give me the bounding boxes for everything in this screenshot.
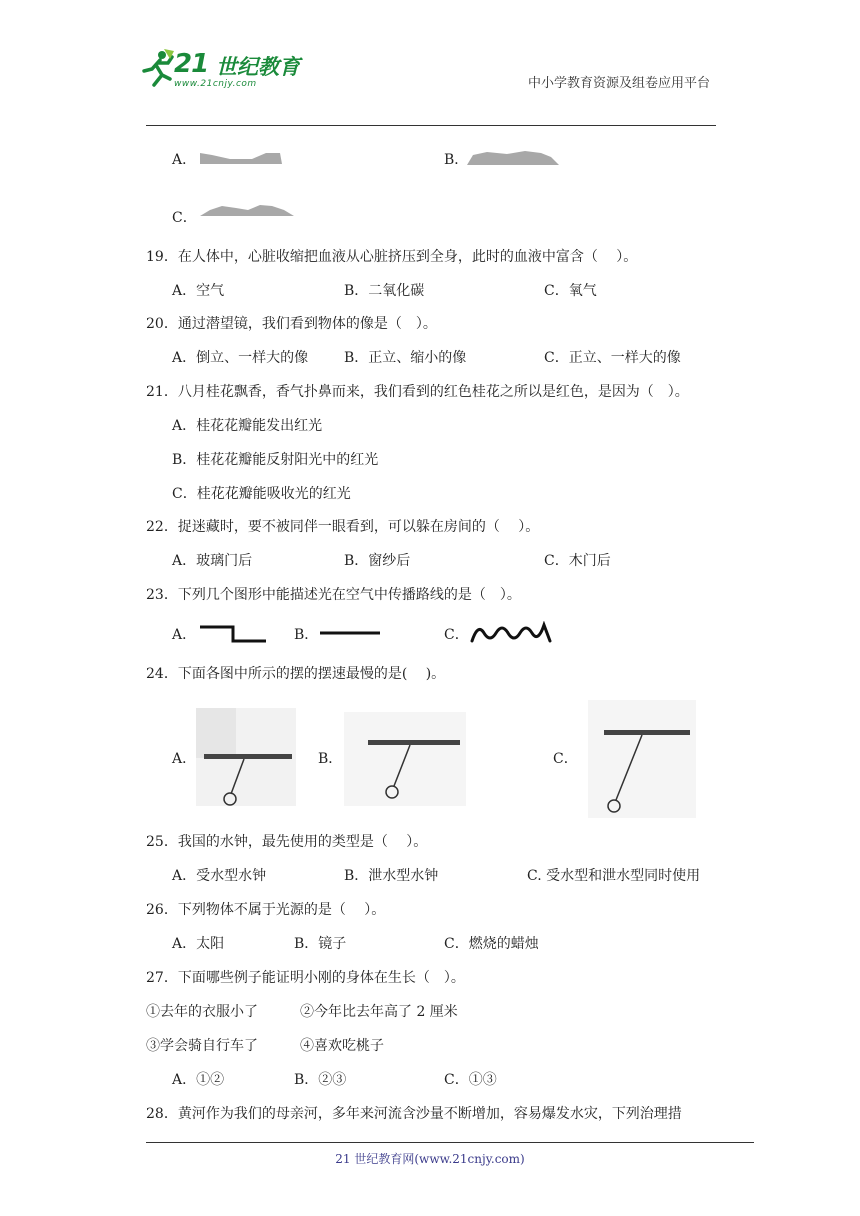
logo-url: www.21cnjy.com [174,79,257,89]
logo-number: 21 [174,49,209,79]
q27-option-c[interactable]: C．①③ [444,1072,497,1088]
q27-statement-1: ①去年的衣服小了 [146,1004,258,1020]
q26-option-c[interactable]: C．燃烧的蜡烛 [444,936,539,952]
q24-option-a[interactable]: A． [172,751,197,767]
q24-option-c[interactable]: C． [553,751,578,767]
question-24-stem: 24．下面各图中所示的摆的摆速最慢的是( )。 [146,666,446,682]
option-label: A． [172,152,197,168]
running-figure-icon [140,49,174,87]
question-19-stem: 19．在人体中，心脏收缩把血液从心脏挤压到全身，此时的血液中富含（ ）。 [146,249,638,265]
option-label: C． [172,210,197,226]
question-23-stem: 23．下列几个图形中能描述光在空气中传播路线的是（ ）。 [146,587,521,603]
q27-statement-2: ②今年比去年高了 2 厘米 [300,1004,458,1020]
logo-text: 世纪教育 [216,55,300,79]
q20-option-a[interactable]: A．倒立、一样大的像 [172,350,309,366]
question-21-stem: 21．八月桂花飘香，香气扑鼻而来，我们看到的红色桂花之所以是红色，是因为（ ）。 [146,384,689,400]
question-25-stem: 25．我国的水钟，最先使用的类型是（ ）。 [146,834,428,850]
q18-option-b[interactable] [444,150,468,170]
q21-option-a[interactable]: A．桂花花瓣能发出红光 [172,418,323,434]
q18-option-a[interactable] [172,150,196,170]
terrain-profile-b [467,149,561,167]
q22-option-b[interactable]: B．窗纱后 [344,553,411,569]
q22-option-a[interactable]: A．玻璃门后 [172,553,253,569]
question-27-stem: 27．下面哪些例子能证明小刚的身体在生长（ ）。 [146,970,465,986]
q23-option-a[interactable]: A． [172,627,197,643]
platform-name: 中小学教育资源及组卷应用平台 [527,76,710,91]
q27-statement-4: ④喜欢吃桃子 [300,1038,384,1054]
q24-option-b[interactable]: B． [318,751,343,767]
pendulum-figure-a [196,708,296,806]
option-label: B． [444,152,469,168]
footer-divider [146,1142,754,1143]
q25-option-c[interactable]: C. 受水型和泄水型同时使用 [527,868,701,884]
zigzag-path-figure [200,624,268,644]
pendulum-figure-b [344,712,466,806]
q18-option-c[interactable] [172,208,197,228]
footer-text: 21 世纪教育网(www.21cnjy.com) [335,1152,525,1166]
question-20-stem: 20．通过潜望镜，我们看到物体的像是（ ）。 [146,316,437,332]
q19-option-a[interactable]: A．空气 [172,283,225,299]
q27-statement-3: ③学会骑自行车了 [146,1038,258,1054]
q21-option-c[interactable]: C．桂花花瓣能吸收光的红光 [172,486,351,502]
terrain-profile-c [200,200,296,218]
q20-option-c[interactable]: C．正立、一样大的像 [544,350,681,366]
question-26-stem: 26．下列物体不属于光源的是（ ）。 [146,902,386,918]
q21-option-b[interactable]: B．桂花花瓣能反射阳光中的红光 [172,452,379,468]
pendulum-figure-c [588,700,696,818]
q19-option-c[interactable]: C．氧气 [544,283,597,299]
site-logo [140,45,310,93]
q20-option-b[interactable]: B．正立、缩小的像 [344,350,467,366]
q25-option-b[interactable]: B．泄水型水钟 [344,868,439,884]
q19-option-b[interactable]: B．二氧化碳 [344,283,425,299]
straight-line-figure [320,628,382,638]
q27-option-a[interactable]: A．①② [172,1072,225,1088]
q26-option-a[interactable]: A．太阳 [172,936,225,952]
header-divider [146,125,716,126]
q22-option-c[interactable]: C．木门后 [544,553,611,569]
question-22-stem: 22．捉迷藏时，要不被同伴一眼看到，可以躲在房间的（ ）。 [146,519,540,535]
q25-option-a[interactable]: A．受水型水钟 [172,868,267,884]
terrain-profile-a [200,150,284,166]
q26-option-b[interactable]: B．镜子 [294,936,347,952]
q23-option-c[interactable]: C． [444,627,469,643]
q27-option-b[interactable]: B．②③ [294,1072,347,1088]
q23-option-b[interactable]: B． [294,627,319,643]
wavy-line-figure [470,621,552,645]
question-28-stem: 28．黄河作为我们的母亲河，多年来河流含沙量不断增加，容易爆发水灾，下列治理措 [146,1106,682,1122]
